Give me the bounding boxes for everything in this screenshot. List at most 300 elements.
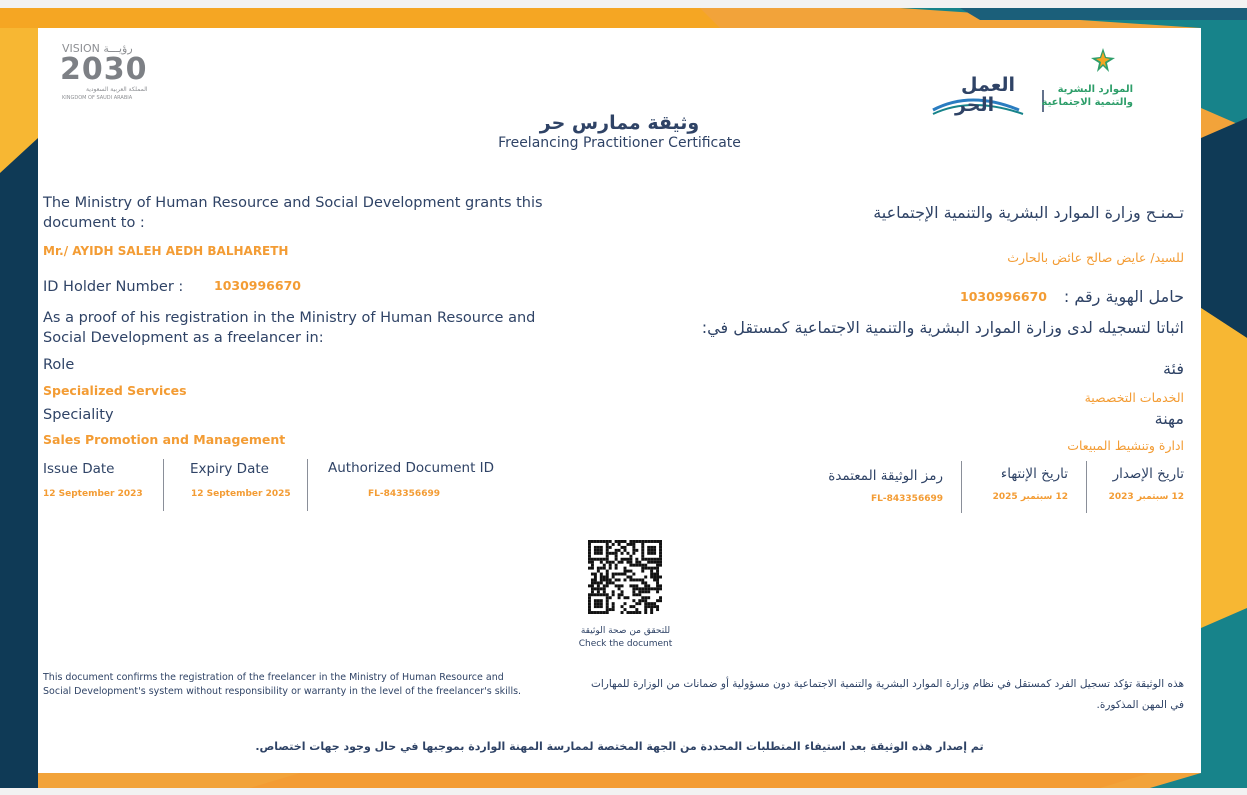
freelance-logo-line1: العمل	[961, 74, 1016, 96]
qr-module	[659, 546, 662, 549]
qr-module	[624, 608, 627, 611]
qr-module	[591, 558, 594, 561]
id-label-ar: حامل الهوية رقم :	[1063, 287, 1184, 306]
qr-module	[600, 602, 603, 605]
qr-module	[632, 543, 635, 546]
qr-module	[647, 587, 650, 590]
qr-module	[594, 605, 597, 608]
qr-module	[618, 584, 621, 587]
qr-module	[606, 561, 609, 564]
qr-module	[656, 581, 659, 584]
qr-module	[606, 596, 609, 599]
qr-module	[597, 590, 600, 593]
qr-module	[588, 611, 591, 614]
proof-ar: اثباتا لتسجيله لدى وزارة الموارد البشرية والتنمية الاجتماعية كمستقل في:	[701, 318, 1184, 337]
qr-module	[588, 602, 591, 605]
vision-kingdom-en: KINGDOM OF SAUDI ARABIA	[62, 95, 133, 101]
qr-module	[621, 611, 624, 614]
qr-module	[653, 576, 656, 579]
qr-module	[603, 611, 606, 614]
qr-module	[629, 555, 632, 558]
qr-module	[588, 584, 591, 587]
qr-module	[603, 576, 606, 579]
qr-module	[653, 578, 656, 581]
qr-module	[594, 581, 597, 584]
qr-module	[632, 587, 635, 590]
ministry-logo-line2: والتنمية الاجتماعية	[1041, 97, 1133, 108]
qr-module	[597, 549, 600, 552]
qr-module	[597, 552, 600, 555]
qr-module	[600, 540, 603, 543]
qr-module	[612, 602, 615, 605]
qr-module	[650, 611, 653, 614]
qr-module	[656, 605, 659, 608]
proof-line-2: Social Development as a freelancer in:	[43, 330, 324, 346]
docid-label-ar: رمز الوثيقة المعتمدة	[828, 468, 943, 484]
qr-module	[594, 578, 597, 581]
qr-module	[644, 581, 647, 584]
qr-module	[650, 540, 653, 543]
qr-module	[629, 540, 632, 543]
id-value-ar: 1030996670	[960, 289, 1047, 304]
qr-module	[591, 584, 594, 587]
speciality-value-en: Sales Promotion and Management	[43, 432, 286, 447]
qr-module	[626, 570, 629, 573]
qr-module	[644, 596, 647, 599]
qr-module	[635, 561, 638, 564]
qr-module	[618, 596, 621, 599]
qr-module	[656, 576, 659, 579]
qr-module	[626, 611, 629, 614]
qr-module	[644, 584, 647, 587]
qr-module	[624, 540, 627, 543]
qr-module	[621, 561, 624, 564]
qr-module	[594, 602, 597, 605]
footnote-english: This document confirms the registration of the freelancer in the Ministry of Human Resource and Social Development's system without responsibility or warranty in the level of the freelancer's skills.	[43, 672, 522, 697]
qr-module	[615, 578, 618, 581]
qr-module	[594, 546, 597, 549]
qr-module	[621, 558, 624, 561]
footnote-arabic: هذه الوثيقة تؤكد تسجيل الفرد كمستقل في نظام وزارة الموارد البشرية والتنمية الاجتماعية دون مسؤولية أو ضمانات من الوزارة للمهارات في المهن المذكورة.	[590, 678, 1184, 711]
qr-module	[635, 584, 638, 587]
qr-module	[659, 561, 662, 564]
qr-module	[629, 576, 632, 579]
qr-module	[591, 564, 594, 567]
qr-module	[659, 599, 662, 602]
role-label-ar: فئة	[1162, 359, 1184, 378]
qr-module	[644, 605, 647, 608]
qr-module	[597, 546, 600, 549]
proof-line-1: As a proof of his registration in the Ministry of Human Resource and	[43, 310, 536, 326]
qr-module	[600, 578, 603, 581]
qr-module	[656, 570, 659, 573]
qr-module	[650, 573, 653, 576]
qr-module	[588, 593, 591, 596]
qr-module	[624, 570, 627, 573]
qr-module	[603, 558, 606, 561]
qr-module	[588, 558, 591, 561]
qr-module	[656, 590, 659, 593]
qr-module	[588, 543, 591, 546]
qr-module	[647, 561, 650, 564]
vision-kingdom-ar: المملكة العربية السعودية	[86, 86, 148, 93]
qr-module	[621, 546, 624, 549]
qr-module	[624, 578, 627, 581]
qr-module	[606, 555, 609, 558]
qr-module	[650, 608, 653, 611]
qr-module	[647, 567, 650, 570]
qr-module	[650, 567, 653, 570]
qr-module	[641, 590, 644, 593]
qr-module	[621, 573, 624, 576]
qr-module	[659, 558, 662, 561]
qr-module	[644, 558, 647, 561]
qr-module	[641, 564, 644, 567]
qr-module	[591, 578, 594, 581]
holder-name-en: Mr./ AYIDH SALEH AEDH BALHARETH	[43, 244, 289, 258]
qr-module	[647, 546, 650, 549]
qr-module	[650, 602, 653, 605]
qr-module	[626, 596, 629, 599]
qr-module	[632, 546, 635, 549]
vision-label: VISION رؤيـــة	[62, 42, 133, 55]
issue-label-en: Issue Date	[43, 461, 115, 477]
qr-module	[597, 558, 600, 561]
qr-module	[632, 564, 635, 567]
qr-module	[606, 540, 609, 543]
qr-module	[659, 540, 662, 543]
qr-module	[591, 581, 594, 584]
qr-module	[635, 540, 638, 543]
qr-module	[638, 561, 641, 564]
qr-module	[588, 608, 591, 611]
qr-module	[653, 561, 656, 564]
qr-module	[626, 543, 629, 546]
expiry-label-ar: تاريخ الإنتهاء	[1000, 466, 1068, 482]
qr-module	[618, 549, 621, 552]
qr-module	[624, 602, 627, 605]
qr-module	[632, 590, 635, 593]
qr-module	[612, 543, 615, 546]
qr-module	[591, 590, 594, 593]
qr-module	[606, 543, 609, 546]
qr-module	[609, 546, 612, 549]
qr-module	[641, 549, 644, 552]
qr-module	[641, 552, 644, 555]
qr-module	[594, 573, 597, 576]
qr-module	[635, 611, 638, 614]
qr-module	[659, 576, 662, 579]
qr-module	[603, 587, 606, 590]
qr-module	[641, 555, 644, 558]
qr-module	[632, 593, 635, 596]
qr-module	[635, 578, 638, 581]
qr-module	[603, 567, 606, 570]
qr-module	[644, 608, 647, 611]
qr-module	[632, 605, 635, 608]
qr-module	[600, 549, 603, 552]
qr-module	[629, 584, 632, 587]
qr-module	[635, 608, 638, 611]
qr-module	[644, 540, 647, 543]
qr-module	[638, 593, 641, 596]
qr-module	[600, 599, 603, 602]
qr-module	[644, 590, 647, 593]
qr-module	[629, 543, 632, 546]
qr-module	[656, 540, 659, 543]
qr-module	[659, 555, 662, 558]
qr-module	[603, 584, 606, 587]
qr-module	[635, 564, 638, 567]
qr-module	[609, 581, 612, 584]
divider	[961, 461, 962, 513]
qr-module	[653, 587, 656, 590]
qr-module	[606, 584, 609, 587]
qr-module	[615, 558, 618, 561]
qr-module	[626, 558, 629, 561]
qr-module	[594, 593, 597, 596]
issue-label-ar: تاريخ الإصدار	[1112, 466, 1184, 482]
qr-module	[624, 549, 627, 552]
qr-module	[650, 546, 653, 549]
qr-module	[641, 578, 644, 581]
qr-module	[588, 561, 591, 564]
grant-line-2: document to :	[43, 215, 145, 231]
qr-module	[588, 567, 591, 570]
qr-module	[603, 578, 606, 581]
qr-module	[597, 570, 600, 573]
verify-label-ar: للتحقق من صحة الوثيقة	[580, 626, 671, 636]
qr-module	[618, 573, 621, 576]
qr-module	[594, 599, 597, 602]
qr-module	[588, 540, 591, 543]
qr-module	[615, 567, 618, 570]
qr-module	[600, 558, 603, 561]
qr-module	[606, 608, 609, 611]
qr-module	[641, 596, 644, 599]
qr-module	[626, 552, 629, 555]
qr-module	[609, 578, 612, 581]
qr-module	[615, 549, 618, 552]
id-label-en: ID Holder Number :	[43, 279, 184, 295]
expiry-value-ar: 12 سبتمبر 2025	[992, 492, 1068, 502]
expiry-label-en: Expiry Date	[190, 461, 269, 477]
qr-module	[635, 602, 638, 605]
qr-module	[612, 581, 615, 584]
qr-module	[632, 578, 635, 581]
qr-module	[656, 584, 659, 587]
qr-module	[612, 573, 615, 576]
grant-line-1: The Ministry of Human Resource and Social Development grants this	[43, 195, 543, 211]
qr-module	[653, 549, 656, 552]
qr-module	[632, 549, 635, 552]
qr-module	[609, 561, 612, 564]
qr-module	[594, 611, 597, 614]
speciality-value-ar: ادارة وتنشيط المبيعات	[1067, 438, 1184, 453]
divider	[307, 459, 308, 511]
qr-module	[626, 576, 629, 579]
qr-module	[647, 540, 650, 543]
qr-module	[641, 540, 644, 543]
qr-module	[597, 567, 600, 570]
qr-module	[621, 593, 624, 596]
qr-code[interactable]	[588, 540, 662, 614]
qr-module	[644, 587, 647, 590]
qr-module	[612, 590, 615, 593]
qr-module	[647, 584, 650, 587]
qr-module	[618, 561, 621, 564]
qr-module	[606, 570, 609, 573]
qr-module	[650, 549, 653, 552]
qr-module	[588, 605, 591, 608]
vision-2030-logo	[62, 42, 172, 106]
qr-module	[615, 584, 618, 587]
qr-module	[600, 593, 603, 596]
qr-module	[644, 567, 647, 570]
qr-module	[600, 561, 603, 564]
title-arabic: وثيقة ممارس حر	[539, 112, 700, 134]
qr-module	[591, 611, 594, 614]
qr-module	[641, 599, 644, 602]
qr-module	[656, 561, 659, 564]
divider	[1086, 461, 1087, 513]
qr-module	[612, 605, 615, 608]
issue-value-ar: 12 سبتمبر 2023	[1108, 492, 1184, 502]
docid-label-en: Authorized Document ID	[328, 460, 495, 476]
qr-module	[591, 573, 594, 576]
qr-module	[641, 567, 644, 570]
qr-module	[600, 581, 603, 584]
freelance-logo-line2: الحر	[955, 94, 995, 116]
divider	[163, 459, 164, 511]
qr-module	[647, 590, 650, 593]
qr-module	[644, 576, 647, 579]
qr-module	[647, 605, 650, 608]
qr-module	[638, 540, 641, 543]
qr-module	[606, 599, 609, 602]
qr-module	[588, 555, 591, 558]
qr-module	[659, 587, 662, 590]
expiry-value-en: 12 September 2025	[191, 489, 291, 499]
qr-module	[618, 543, 621, 546]
qr-module	[594, 576, 597, 579]
qr-module	[606, 605, 609, 608]
certificate-paper	[38, 28, 1201, 773]
qr-module	[618, 540, 621, 543]
qr-module	[588, 552, 591, 555]
qr-module	[629, 558, 632, 561]
qr-module	[597, 605, 600, 608]
qr-module	[615, 564, 618, 567]
qr-module	[653, 552, 656, 555]
qr-module	[638, 590, 641, 593]
qr-module	[621, 605, 624, 608]
qr-module	[618, 578, 621, 581]
qr-module	[659, 596, 662, 599]
qr-module	[653, 602, 656, 605]
qr-module	[629, 578, 632, 581]
qr-module	[650, 576, 653, 579]
qr-module	[588, 599, 591, 602]
qr-module	[638, 587, 641, 590]
qr-module	[606, 546, 609, 549]
qr-module	[594, 552, 597, 555]
qr-module	[624, 573, 627, 576]
qr-module	[632, 573, 635, 576]
speciality-label-ar: مهنة	[1154, 409, 1184, 428]
qr-module	[597, 599, 600, 602]
qr-module	[659, 584, 662, 587]
qr-module	[600, 567, 603, 570]
qr-module	[600, 611, 603, 614]
qr-module	[600, 605, 603, 608]
certificate-frame	[0, 8, 1247, 788]
qr-module	[635, 587, 638, 590]
qr-module	[653, 567, 656, 570]
qr-module	[606, 593, 609, 596]
qr-module	[659, 549, 662, 552]
qr-module	[641, 543, 644, 546]
qr-module	[612, 552, 615, 555]
qr-module	[597, 593, 600, 596]
qr-module	[594, 540, 597, 543]
qr-module	[629, 611, 632, 614]
qr-module	[600, 546, 603, 549]
qr-module	[656, 599, 659, 602]
qr-module	[656, 573, 659, 576]
qr-module	[591, 593, 594, 596]
qr-module	[641, 546, 644, 549]
qr-module	[635, 549, 638, 552]
qr-module	[635, 593, 638, 596]
qr-module	[647, 549, 650, 552]
qr-module	[635, 558, 638, 561]
qr-module	[591, 587, 594, 590]
qr-module	[609, 608, 612, 611]
qr-module	[591, 567, 594, 570]
qr-module	[615, 555, 618, 558]
qr-module	[641, 581, 644, 584]
vision-year: 2030	[60, 52, 148, 87]
qr-module	[650, 558, 653, 561]
qr-module	[606, 573, 609, 576]
docid-value-en: FL-843356699	[368, 489, 440, 499]
qr-module	[615, 552, 618, 555]
qr-module	[632, 584, 635, 587]
qr-module	[632, 552, 635, 555]
qr-module	[612, 576, 615, 579]
qr-module	[606, 581, 609, 584]
docid-value-ar: FL-843356699	[871, 494, 943, 504]
qr-module	[618, 593, 621, 596]
qr-module	[615, 573, 618, 576]
qr-module	[638, 611, 641, 614]
qr-module	[656, 564, 659, 567]
qr-module	[653, 605, 656, 608]
qr-module	[621, 552, 624, 555]
bottom-statement-ar: تم إصدار هذه الوثيقة بعد استيفاء المتطلبات المحددة من الجهة المختصة لممارسة المهنة الواردة بموجبها في حال وجود جهات اختصاص.	[255, 740, 984, 753]
verify-label-en: Check the document	[578, 639, 673, 649]
qr-module	[650, 570, 653, 573]
qr-module	[641, 570, 644, 573]
qr-module	[609, 564, 612, 567]
qr-module	[606, 576, 609, 579]
qr-module	[600, 576, 603, 579]
qr-module	[624, 567, 627, 570]
qr-module	[606, 549, 609, 552]
qr-module	[656, 587, 659, 590]
qr-module	[638, 599, 641, 602]
